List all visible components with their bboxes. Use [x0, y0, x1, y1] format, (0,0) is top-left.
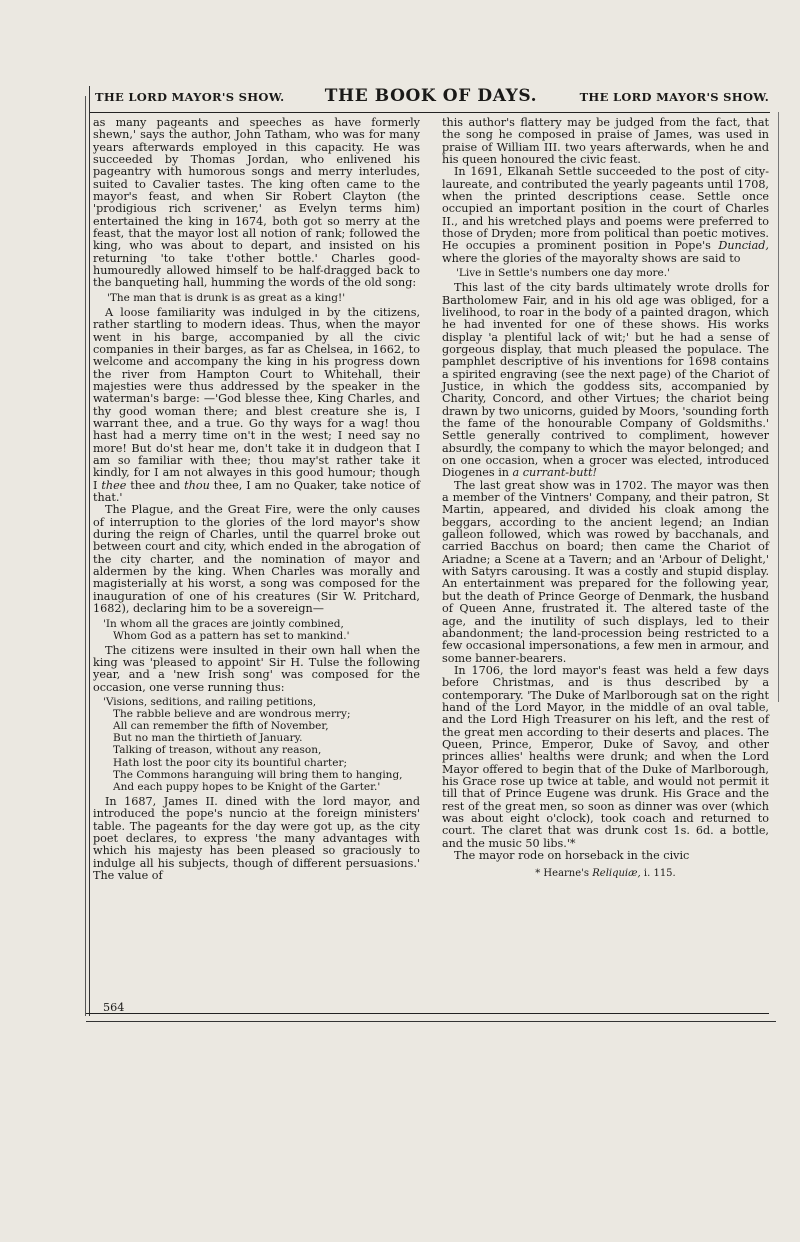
paragraph: as many pageants and speeches as have formerly shewn,' says the author, John Tatham, who was for many years afterwards employed in this capacity. He was succeeded by Thomas Jordan, who enlivened his pageantry with humorous songs and merry interludes, suited to Cavalier tastes. The king often came to the mayor's feast, and when Sir Robert Clayton (the 'prodigious rich scrivener,' as Evelyn terms him) entertained the king in 1674, both got so merry at the feast, that the mayor lost all notion of rank; followed the king, who was about to depart, and insisted on his returning 'to take t'other bottle.' Charles good-humouredly allowed himself to be half-dragged back to the banqueting hall, humming the words of the old song: [93, 116, 420, 290]
footnote: * Hearne's Reliquiæ, i. 115. [535, 868, 676, 880]
page-number: 564 [103, 1001, 125, 1014]
verse-line: Hath lost the poor city its bountiful charter; [113, 756, 348, 769]
running-header [93, 86, 769, 112]
footer-rule [86, 1013, 769, 1014]
verse-line: 'Visions, seditions, and railing petitions, [103, 696, 317, 709]
right-column [442, 117, 769, 881]
quotation: 'The man that is drunk is as great as a king!' [107, 291, 346, 304]
left-outer-border-rule [85, 96, 86, 1016]
header-left: THE LORD MAYOR'S SHOW. [95, 90, 285, 104]
paragraph: The Plague, and the Great Fire, were the only causes of interruption to the glories of the lord mayor's show during the reign of Charles, until the quarrel broke out between court and city, which ended in the abrogation of the city charter, and the nomination of mayor and aldermen by the king. When Charles was morally and magisterially at his worst, a song was composed for the inauguration of one of his creatures (Sir W. Pritchard, 1682), declaring him to be a sovereign— [93, 503, 420, 616]
header-title: THE BOOK OF DAYS. [324, 86, 538, 106]
paragraph: In 1706, the lord mayor's feast was held a few days before Christmas, and is thus described by a contemporary. 'The Duke of Marlborough sat on the right hand of the Lord Mayor, in the middle of an oval table, and the Lord High Treasurer on his left, and the rest of the great men according to their deserts and places. The Queen, Prince, Emperor, Duke of Savoy, and other princes allies' healths were drunk; and when the Lord Mayor offered to begin that of the Duke of Marlborough, his Grace rose up twice at table, and would not permit it till that of Prince Eugene was drunk. His Grace and the rest of the great men, so soon as dinner was over (which was about eight o'clock), took coach and returned to court. The claret that was drunk cost 1s. 6d. a bottle, and the music 50 libs.'* [442, 663, 769, 850]
left-border-rule [89, 86, 90, 1016]
paragraph: This last of the city bards ultimately wrote drolls for Bartholomew Fair, and in his old age was obliged, for a livelihood, to roar in the body of a painted dragon, which he had invented for one of these shows. His works display 'a plentiful lack of wit;' but he had a sense of gorgeous display, that much pleased the populace. The pamphlet descriptive of his inventions for 1698 contains a spirited engraving (see the next page) of the Chariot of Justice, in which the goddess sits, accompanied by Charity, Concord, and other Virtues; the chariot being drawn by two unicorns, guided by Moors, 'sounding forth the fame of the honourable Company of Goldsmiths.' Settle generally contrived to compliment, however absurdly, the company to which the mayor belonged; and on one occasion, when a grocer was elected, introduced Diogenes in a currant-butt! [442, 281, 769, 480]
verse-line: And each puppy hopes to be Knight of the Garter.' [113, 780, 381, 793]
verse-line: The Commons haranguing will bring them to hanging, [113, 768, 403, 781]
header-right: THE LORD MAYOR'S SHOW. [579, 90, 769, 104]
paragraph: this author's flattery may be judged from the fact, that the song he composed in praise of James, was used in praise of William III. two years afterwards, when he and his queen honoured the civic feast. [442, 116, 769, 167]
paragraph: The citizens were insulted in their own hall when the king was 'pleased to appoint' Sir H. Tulse the following year, and a 'new Irish song' was composed for the occasion, one verse running thus: [93, 643, 420, 694]
verse-line: Talking of treason, without any reason, [113, 744, 322, 757]
header-rule [90, 112, 770, 113]
right-border-rule [778, 112, 779, 702]
paragraph: The last great show was in 1702. The mayor was then a member of the Vintners' Company, and their patron, St Martin, appeared, and divided his cloak among the beggars, according to the ancient legend; an Indian galleon followed, which was rowed by bacchanals, and carried Bacchus on board; then came the Chariot of Ariadne; a Scene at a Tavern; and an 'Arbour of Delight,' with Satyrs carousing. It was a costly and stupid display. An entertainment was prepared for the following year, but the death of Prince George of Denmark, the husband of Queen Anne, frustrated it. The altered taste of the age, and the inutility of such displays, led to their abandonment; the land-procession being restricted to a few occasional impersonations, a few men in armour, and some banner-bearers. [442, 478, 769, 665]
verse-line: But no man the thirtieth of January. [113, 732, 303, 745]
verse-line: The rabble believe and are wondrous merry; [113, 708, 351, 721]
quotation: 'Live in Settle's numbers one day more.' [456, 267, 670, 280]
verse [103, 696, 420, 793]
verse-line: All can remember the fifth of November, [113, 720, 329, 733]
paragraph: A loose familiarity was indulged in by the citizens, rather startling to modern ideas. Thus, when the mayor went in his barge, accompanied by all the civic companies in their barges, as far as Chelsea, in 1662, to welcome and accompany the king in his progress down the river from Hampton Court to Whitehall, their majesties were thus addressed by the speaker in the waterman's barge: —'God blesse thee, King Charles, and thy good woman there; and blest creature she is, I warrant thee, and a true. Go thy ways for a wag! thou hast had a merry time on't in the west; I need say no more! But do'st hear me, don't take it in dudgeon that I am so familiar with thee; thou may'st rather take it kindly, for I am not alwayes in this good humour; though I thee thee and thou thee, I am no Quaker, take notice of that.' [93, 305, 420, 505]
quotation: 'In whom all the graces are jointly combined, Whom God as a pattern has set to mankind.' [103, 617, 350, 642]
paragraph: The mayor rode on horseback in the civic [454, 849, 690, 863]
paragraph: In 1691, Elkanah Settle succeeded to the post of city-laureate, and contributed the yearly pageants until 1708, when the printed descriptions cease. Settle once occupied an important position in the court of Charles II., and his wretched plays and poems were preferred to those of Dryden; more from political than poetic motives. He occupies a prominent position in Pope's Dunciad, where the glories of the mayoralty shows are said to [442, 165, 769, 265]
footer-rule-outer [86, 1021, 776, 1022]
left-column [93, 117, 420, 882]
paragraph: In 1687, James II. dined with the lord mayor, and introduced the pope's nuncio at the foreign ministers' table. The pageants for the day were got up, as the city poet declares, to express 'the many advantages with which his majesty has been pleased so graciously to indulge all his subjects, though of different persuasions.' The value of [93, 794, 420, 882]
